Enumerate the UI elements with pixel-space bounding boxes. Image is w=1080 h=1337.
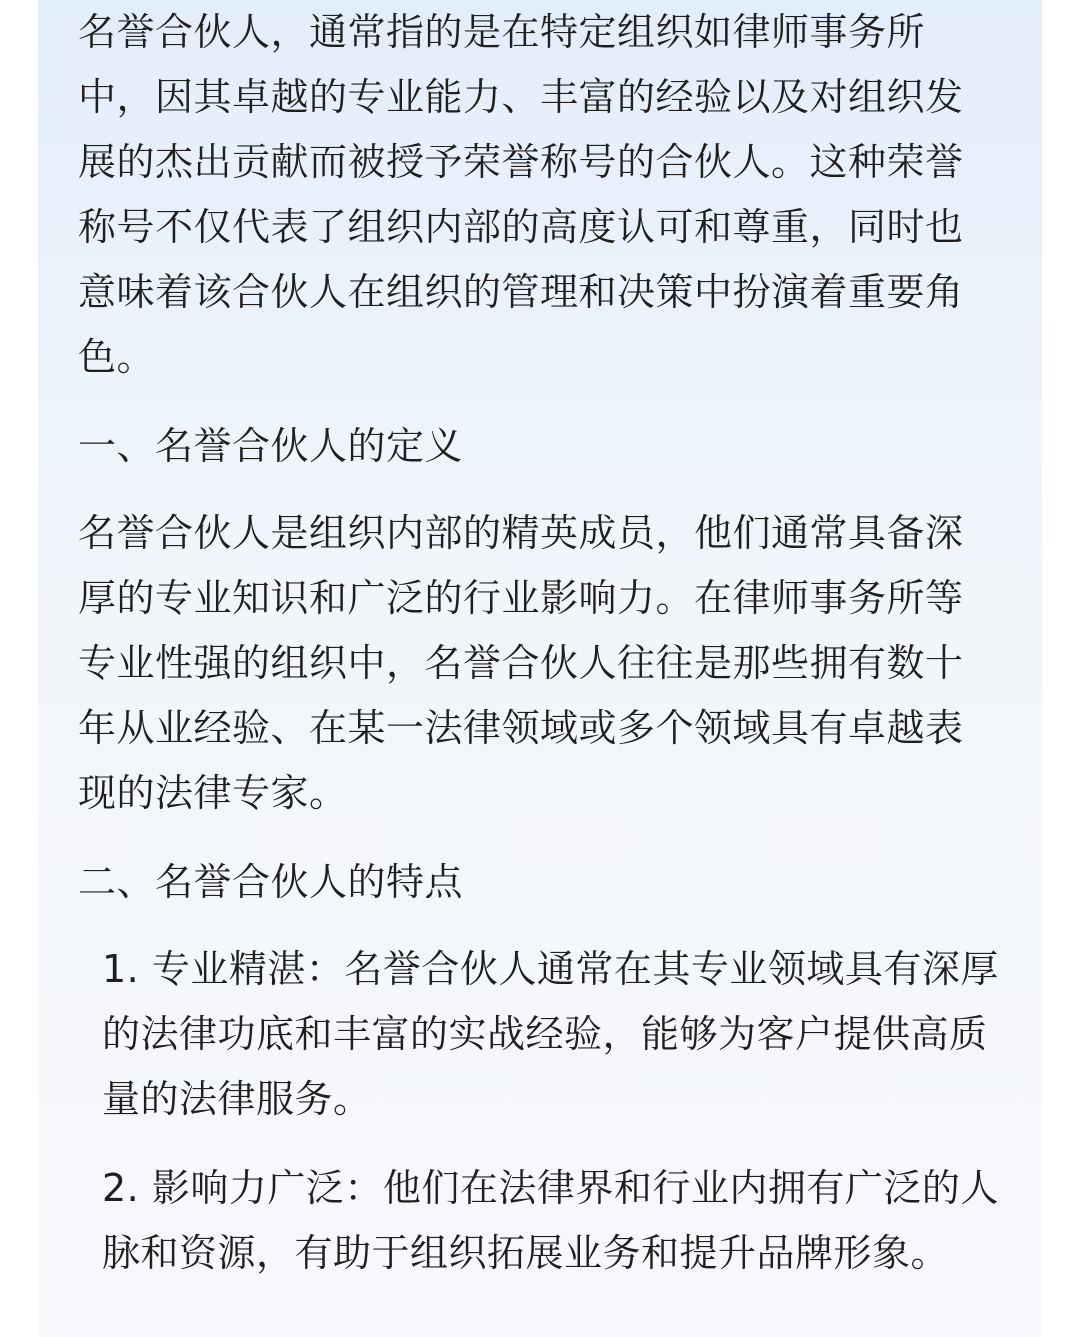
text-line: 量的法律服务。 bbox=[102, 1077, 372, 1121]
section-heading-definition: 一、名誉合伙人的定义 bbox=[78, 424, 464, 468]
intro-paragraph bbox=[78, 0, 1018, 390]
text-line: 厚的专业知识和广泛的行业影响力。在律师事务所等 bbox=[78, 576, 964, 620]
text-line: 称号不仅代表了组织内部的高度认可和尊重，同时也 bbox=[78, 205, 964, 249]
text-line: 专业性强的组织中，名誉合伙人往往是那些拥有数十 bbox=[78, 641, 964, 685]
text-line: 1. 专业精湛：名誉合伙人通常在其专业领域具有深厚 bbox=[102, 947, 999, 991]
text-line: 展的杰出贡献而被授予荣誉称号的合伙人。这种荣誉 bbox=[78, 140, 964, 184]
list-item bbox=[78, 937, 1018, 1132]
features-list bbox=[78, 937, 1018, 1286]
list-item bbox=[78, 1156, 1018, 1286]
text-line: 2. 影响力广泛：他们在法律界和行业内拥有广泛的人 bbox=[102, 1166, 999, 1210]
text-line: 年从业经验、在某一法律领域或多个领域具有卓越表 bbox=[78, 706, 964, 750]
text-line: 名誉合伙人，通常指的是在特定组织如律师事务所 bbox=[78, 10, 926, 54]
definition-paragraph bbox=[78, 501, 1018, 826]
text-line: 意味着该合伙人在组织的管理和决策中扮演着重要角 bbox=[78, 270, 964, 314]
text-line: 名誉合伙人是组织内部的精英成员，他们通常具备深 bbox=[78, 511, 964, 555]
text-line: 现的法律专家。 bbox=[78, 771, 348, 815]
text-line: 色。 bbox=[78, 335, 156, 379]
answer-card bbox=[38, 0, 1042, 1337]
text-line: 的法律功底和丰富的实战经验，能够为客户提供高质 bbox=[102, 1012, 988, 1056]
section-heading-features: 二、名誉合伙人的特点 bbox=[78, 860, 464, 904]
text-line: 脉和资源，有助于组织拓展业务和提升品牌形象。 bbox=[102, 1231, 950, 1275]
text-line: 中，因其卓越的专业能力、丰富的经验以及对组织发 bbox=[78, 75, 964, 119]
answer-content bbox=[78, 0, 1018, 1286]
